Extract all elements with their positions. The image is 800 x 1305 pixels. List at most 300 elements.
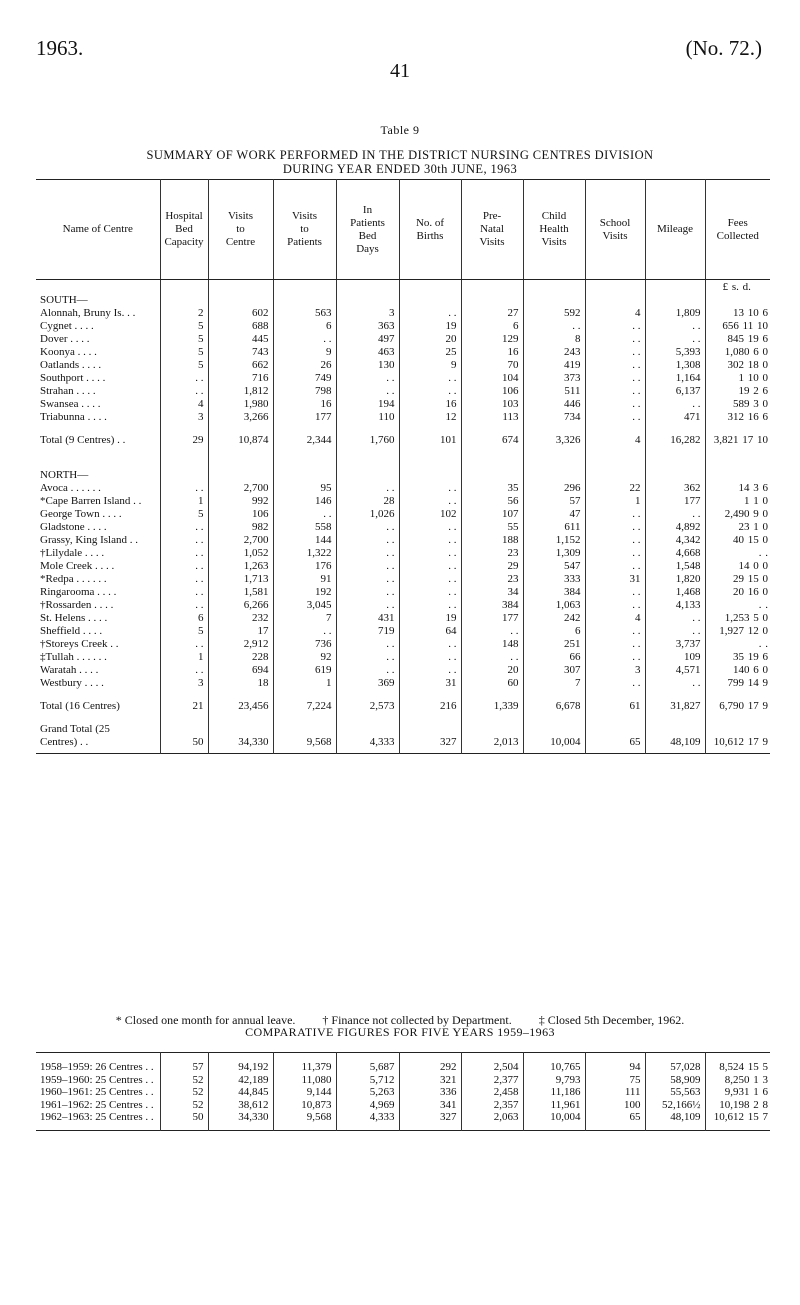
cell-value: 471 (645, 411, 705, 424)
centre-name (36, 713, 160, 723)
cell-value: 23,456 (208, 700, 273, 713)
cell-value: 251 (523, 638, 585, 651)
cell-value: . . (336, 664, 399, 677)
cell-value: 57 (160, 1061, 208, 1074)
cell-value: 95 (273, 482, 336, 495)
cell-value: 6 (273, 320, 336, 333)
cell-value: . . (160, 372, 208, 385)
cell-value: . . (399, 547, 461, 560)
cell-value (585, 447, 645, 469)
cell-value: 497 (336, 333, 399, 346)
cell-value: . . (645, 612, 705, 625)
cell-value: 1,309 (523, 547, 585, 560)
cell-value: 1,253 5 0 (705, 612, 770, 625)
cell-value: 3,737 (645, 638, 705, 651)
cell-value: 3 (336, 307, 399, 320)
cell-value: 12 (399, 411, 461, 424)
cell-value: 1,820 (645, 573, 705, 586)
table-row (36, 346, 770, 359)
cell-value: 70 (461, 359, 523, 372)
cell-value (461, 280, 523, 295)
cell-value (399, 469, 461, 482)
cell-value: 29 (160, 434, 208, 447)
spacer-row (36, 690, 770, 700)
cell-value (523, 294, 585, 307)
table-row (36, 307, 770, 320)
cell-value (273, 424, 336, 434)
cell-value: 48,109 (645, 736, 705, 749)
cell-value (461, 713, 523, 723)
cell-value: . . (585, 398, 645, 411)
cell-value (208, 294, 273, 307)
cell-value: 10,765 (523, 1061, 585, 1074)
cell-value: 4,133 (645, 599, 705, 612)
cell-value: 113 (461, 411, 523, 424)
cell-value: 327 (399, 1111, 461, 1124)
cell-value: 9,793 (523, 1074, 585, 1087)
cell-value: 60 (461, 677, 523, 690)
cell-value: 369 (336, 677, 399, 690)
cell-value: 29 15 0 (705, 573, 770, 586)
cell-value: 16 (273, 398, 336, 411)
table-row (36, 508, 770, 521)
cell-value: 373 (523, 372, 585, 385)
cell-value: 592 (523, 307, 585, 320)
footnote-finance: † Finance not collected by Department. (322, 1013, 512, 1027)
cell-value (523, 713, 585, 723)
cell-value: 148 (461, 638, 523, 651)
cell-value: . . (705, 638, 770, 651)
cell-value (705, 469, 770, 482)
cell-value: 91 (273, 573, 336, 586)
cell-value (399, 294, 461, 307)
cell-value: 6,790 17 9 (705, 700, 770, 713)
cell-value: 5,393 (645, 346, 705, 359)
year-label: 1958–1959: 26 Centres . . (40, 1061, 154, 1073)
cell-value: 799 14 9 (705, 677, 770, 690)
centre-name: Oatlands . . . . (40, 359, 102, 371)
cell-value: . . (585, 534, 645, 547)
cell-value: 1,026 (336, 508, 399, 521)
cell-value: . . (273, 333, 336, 346)
cell-value: 10,612 17 9 (705, 736, 770, 749)
cell-value: . . (585, 651, 645, 664)
table-label: Table 9 (380, 123, 420, 137)
cell-value: . . (645, 333, 705, 346)
cell-value: 4 (585, 612, 645, 625)
cell-value: 6 (523, 625, 585, 638)
cell-value: 845 19 6 (705, 333, 770, 346)
cell-value: 5,263 (336, 1086, 399, 1099)
year-label: 1960–1961: 25 Centres . . (40, 1086, 154, 1098)
cell-value: 589 3 0 (705, 398, 770, 411)
cell-value: . . (585, 560, 645, 573)
cell-value: . . (336, 560, 399, 573)
centre-name: SOUTH— (40, 294, 88, 306)
cell-value: . . (399, 560, 461, 573)
cell-value: 8 (523, 333, 585, 346)
cell-value (461, 447, 523, 469)
cell-value: 94,192 (208, 1061, 273, 1074)
cell-value: 384 (523, 586, 585, 599)
cell-value: 5 (160, 320, 208, 333)
cell-value: . . (336, 599, 399, 612)
spacer-row (36, 424, 770, 434)
cell-value: 1,152 (523, 534, 585, 547)
column-header: Visits to Patients (273, 180, 336, 280)
cell-value: 1,080 6 0 (705, 346, 770, 359)
cell-value: 42,189 (208, 1074, 273, 1087)
centre-name: Ringarooma . . . . (40, 586, 117, 598)
centre-name (36, 690, 160, 700)
cell-value: . . (585, 638, 645, 651)
cell-value: 9,931 1 6 (705, 1086, 770, 1099)
cell-value: . . (160, 482, 208, 495)
cell-value: 1,809 (645, 307, 705, 320)
table-row (36, 677, 770, 690)
cell-value (160, 280, 208, 295)
cell-value: 11,961 (523, 1099, 585, 1112)
cell-value (645, 723, 705, 736)
currency-row (36, 280, 770, 295)
cell-value: 2,490 9 0 (705, 508, 770, 521)
cell-value: 558 (273, 521, 336, 534)
spacer-row (36, 749, 770, 754)
cell-value (399, 723, 461, 736)
cell-value: 22 (585, 482, 645, 495)
cell-value: 4,333 (336, 1111, 399, 1124)
cell-value: 176 (273, 560, 336, 573)
cell-value (461, 723, 523, 736)
cell-value: 5 (160, 346, 208, 359)
cell-value: 4 (585, 434, 645, 447)
cell-value: . . (645, 625, 705, 638)
cell-value: 27 (461, 307, 523, 320)
cell-value: . . (160, 573, 208, 586)
cell-value (273, 749, 336, 754)
cell-value: 798 (273, 385, 336, 398)
cell-value: 6,266 (208, 599, 273, 612)
cell-value (399, 280, 461, 295)
cell-value: 242 (523, 612, 585, 625)
cell-value: . . (645, 320, 705, 333)
cell-value: . . (336, 372, 399, 385)
cell-value: 16,282 (645, 434, 705, 447)
cell-value (461, 294, 523, 307)
cell-value: . . (399, 573, 461, 586)
cell-value: 1 (585, 495, 645, 508)
cell-value (160, 294, 208, 307)
centre-name: Total (9 Centres) . . (40, 434, 126, 446)
page-number: 41 (390, 60, 410, 82)
cell-value: 19 (399, 612, 461, 625)
cell-value (273, 723, 336, 736)
cell-value: 1 10 0 (705, 372, 770, 385)
header-row (36, 180, 770, 280)
cell-value: 362 (645, 482, 705, 495)
centre-name: Alonnah, Bruny Is. . . (40, 307, 136, 319)
cell-value: 10,004 (523, 736, 585, 749)
cell-value: 2,504 (461, 1061, 523, 1074)
table-row (36, 411, 770, 424)
cell-value: 619 (273, 664, 336, 677)
centre-name: Westbury . . . . (40, 677, 104, 689)
cell-value: . . (336, 385, 399, 398)
cell-value: 1,713 (208, 573, 273, 586)
cell-value: . . (523, 320, 585, 333)
cell-value: 232 (208, 612, 273, 625)
cell-value: 31 (399, 677, 461, 690)
cell-value: . . (585, 359, 645, 372)
cell-value: 110 (336, 411, 399, 424)
cell-value: 511 (523, 385, 585, 398)
spacer-row (36, 1124, 770, 1131)
cell-value (523, 424, 585, 434)
cell-value: 10,612 15 7 (705, 1111, 770, 1124)
cell-value (705, 424, 770, 434)
cell-value: 611 (523, 521, 585, 534)
cell-value: 431 (336, 612, 399, 625)
column-header: Pre- Natal Visits (461, 180, 523, 280)
centre-name (36, 447, 160, 469)
cell-value: 5 (160, 359, 208, 372)
cell-value (336, 713, 399, 723)
comparative-row (36, 1111, 770, 1124)
cell-value: 446 (523, 398, 585, 411)
cell-value: 188 (461, 534, 523, 547)
column-header: Visits to Centre (208, 180, 273, 280)
cell-value (273, 713, 336, 723)
cell-value: 9 (273, 346, 336, 359)
cell-value (273, 690, 336, 700)
comparative-title: COMPARATIVE FIGURES FOR FIVE YEARS 1959–1963 (245, 1025, 555, 1039)
cell-value: 106 (208, 508, 273, 521)
cell-value: 40 15 0 (705, 534, 770, 547)
cell-value (336, 424, 399, 434)
cell-value (160, 690, 208, 700)
cell-value: 64 (399, 625, 461, 638)
cell-value (336, 280, 399, 295)
cell-value: 1,339 (461, 700, 523, 713)
cell-value: 4,668 (645, 547, 705, 560)
cell-value: 48,109 (645, 1111, 705, 1124)
cell-value: 21 (160, 700, 208, 713)
section-label (36, 469, 770, 482)
year-label: 1961–1962: 25 Centres . . (40, 1098, 154, 1111)
cell-value (336, 749, 399, 754)
cell-value: 743 (208, 346, 273, 359)
cell-value: 144 (273, 534, 336, 547)
cell-value: 228 (208, 651, 273, 664)
cell-value: . . (585, 385, 645, 398)
cell-value: 4,969 (336, 1099, 399, 1112)
cell-value (208, 713, 273, 723)
cell-value: . . (585, 372, 645, 385)
cell-value: 307 (523, 664, 585, 677)
cell-value: 65 (585, 736, 645, 749)
cell-value: . . (336, 638, 399, 651)
cell-value: 9,568 (273, 736, 336, 749)
cell-value (273, 294, 336, 307)
cell-value: 19 2 6 (705, 385, 770, 398)
cell-value: 3 (160, 677, 208, 690)
footnote-tullah: ‡ Closed 5th December, 1962. (538, 1013, 685, 1027)
cell-value: 662 (208, 359, 273, 372)
column-header: Hospital Bed Capacity (160, 180, 208, 280)
cell-value: . . (585, 508, 645, 521)
cell-value: 92 (273, 651, 336, 664)
cell-value: . . (399, 599, 461, 612)
table-row (36, 482, 770, 495)
cell-value: 2,357 (461, 1099, 523, 1112)
cell-value: . . (645, 508, 705, 521)
cell-value (160, 469, 208, 482)
cell-value (523, 723, 585, 736)
cell-value: . . (585, 346, 645, 359)
cell-value: 3 (585, 664, 645, 677)
cell-value: 35 19 6 (705, 651, 770, 664)
cell-value: 20 (399, 333, 461, 346)
cell-value: . . (399, 385, 461, 398)
cell-value: 1,052 (208, 547, 273, 560)
cell-value: 23 (461, 547, 523, 560)
cell-value: 1 (160, 651, 208, 664)
table-row (36, 372, 770, 385)
cell-value: . . (399, 638, 461, 651)
cell-value (461, 690, 523, 700)
table-title: SUMMARY OF WORK PERFORMED IN THE DISTRICT NURSING CENTRES DIVISION (146, 148, 654, 162)
centre-name (36, 280, 160, 295)
cell-value: 52 (160, 1099, 208, 1112)
cell-value: . . (399, 534, 461, 547)
cell-value (160, 713, 208, 723)
cell-value: . . (336, 521, 399, 534)
table-row (36, 625, 770, 638)
cell-value: . . (336, 573, 399, 586)
cell-value: . . (273, 625, 336, 638)
cell-value: 749 (273, 372, 336, 385)
table-row (36, 495, 770, 508)
cell-value: . . (336, 547, 399, 560)
table-row (36, 385, 770, 398)
cell-value (705, 723, 770, 736)
cell-value: 66 (523, 651, 585, 664)
table-row (36, 664, 770, 677)
cell-value: 2,377 (461, 1074, 523, 1087)
cell-value: . . (160, 599, 208, 612)
centre-name (36, 424, 160, 434)
cell-value: 312 16 6 (705, 411, 770, 424)
cell-value: 109 (645, 651, 705, 664)
table-row (36, 333, 770, 346)
spacer-row (36, 447, 770, 469)
cell-value: 61 (585, 700, 645, 713)
cell-value: 688 (208, 320, 273, 333)
cell-value: 734 (523, 411, 585, 424)
table-row (36, 612, 770, 625)
cell-value: 1,548 (645, 560, 705, 573)
cell-value: 2,573 (336, 700, 399, 713)
centre-name: Sheffield . . . . (40, 625, 103, 637)
cell-value (705, 294, 770, 307)
cell-value: . . (399, 372, 461, 385)
cell-value: 107 (461, 508, 523, 521)
centre-name: *Cape Barren Island . . (40, 495, 142, 507)
cell-value: . . (585, 521, 645, 534)
cell-value: 50 (160, 736, 208, 749)
cell-value: . . (461, 625, 523, 638)
cell-value: 1,760 (336, 434, 399, 447)
cell-value: 419 (523, 359, 585, 372)
cell-value: 1 (160, 495, 208, 508)
cell-value: . . (160, 534, 208, 547)
cell-value (523, 447, 585, 469)
cell-value: 1,164 (645, 372, 705, 385)
centre-name: George Town . . . . (40, 508, 122, 520)
centre-name: Southport . . . . (40, 372, 106, 384)
cell-value: . . (399, 495, 461, 508)
cell-value (273, 280, 336, 295)
cell-value: 47 (523, 508, 585, 521)
cell-value: 140 6 0 (705, 664, 770, 677)
cell-value: 28 (336, 495, 399, 508)
cell-value: 2,700 (208, 534, 273, 547)
cell-value: 129 (461, 333, 523, 346)
cell-value (705, 713, 770, 723)
cell-value: 3,326 (523, 434, 585, 447)
cell-value: 31 (585, 573, 645, 586)
centre-name: Strahan . . . . (40, 385, 96, 397)
centre-name: Gladstone . . . . (40, 521, 107, 533)
centre-name: Koonya . . . . (40, 346, 97, 358)
cell-value: 5,687 (336, 1061, 399, 1074)
table-row (36, 586, 770, 599)
cell-value: . . (705, 547, 770, 560)
cell-value: . . (160, 560, 208, 573)
cell-value: 445 (208, 333, 273, 346)
cell-value: 736 (273, 638, 336, 651)
cell-value (461, 469, 523, 482)
cell-value (273, 447, 336, 469)
cell-value (208, 469, 273, 482)
cell-value: 130 (336, 359, 399, 372)
cell-value: 2,700 (208, 482, 273, 495)
centre-name: *Redpa . . . . . . (40, 573, 107, 585)
cell-value (523, 690, 585, 700)
centre-name: †Lilydale . . . . (40, 547, 105, 559)
cell-value: . . (160, 664, 208, 677)
cell-value: 177 (461, 612, 523, 625)
cell-value (336, 294, 399, 307)
cell-value: 5 (160, 333, 208, 346)
cell-value: 4 (160, 398, 208, 411)
centre-name: Centres) . . (40, 736, 89, 748)
cell-value: 8,250 1 3 (705, 1074, 770, 1087)
comparative-table (36, 1052, 770, 1131)
cell-value: 10,198 2 8 (705, 1099, 770, 1112)
cell-value: 7,224 (273, 700, 336, 713)
table-row (36, 521, 770, 534)
cell-value: 4 (585, 307, 645, 320)
cell-value: 20 16 0 (705, 586, 770, 599)
cell-value: . . (585, 547, 645, 560)
cell-value: 216 (399, 700, 461, 713)
column-header: No. of Births (399, 180, 461, 280)
cell-value: 327 (399, 736, 461, 749)
cell-value: 14 0 0 (705, 560, 770, 573)
cell-value: 25 (399, 346, 461, 359)
cell-value (645, 749, 705, 754)
